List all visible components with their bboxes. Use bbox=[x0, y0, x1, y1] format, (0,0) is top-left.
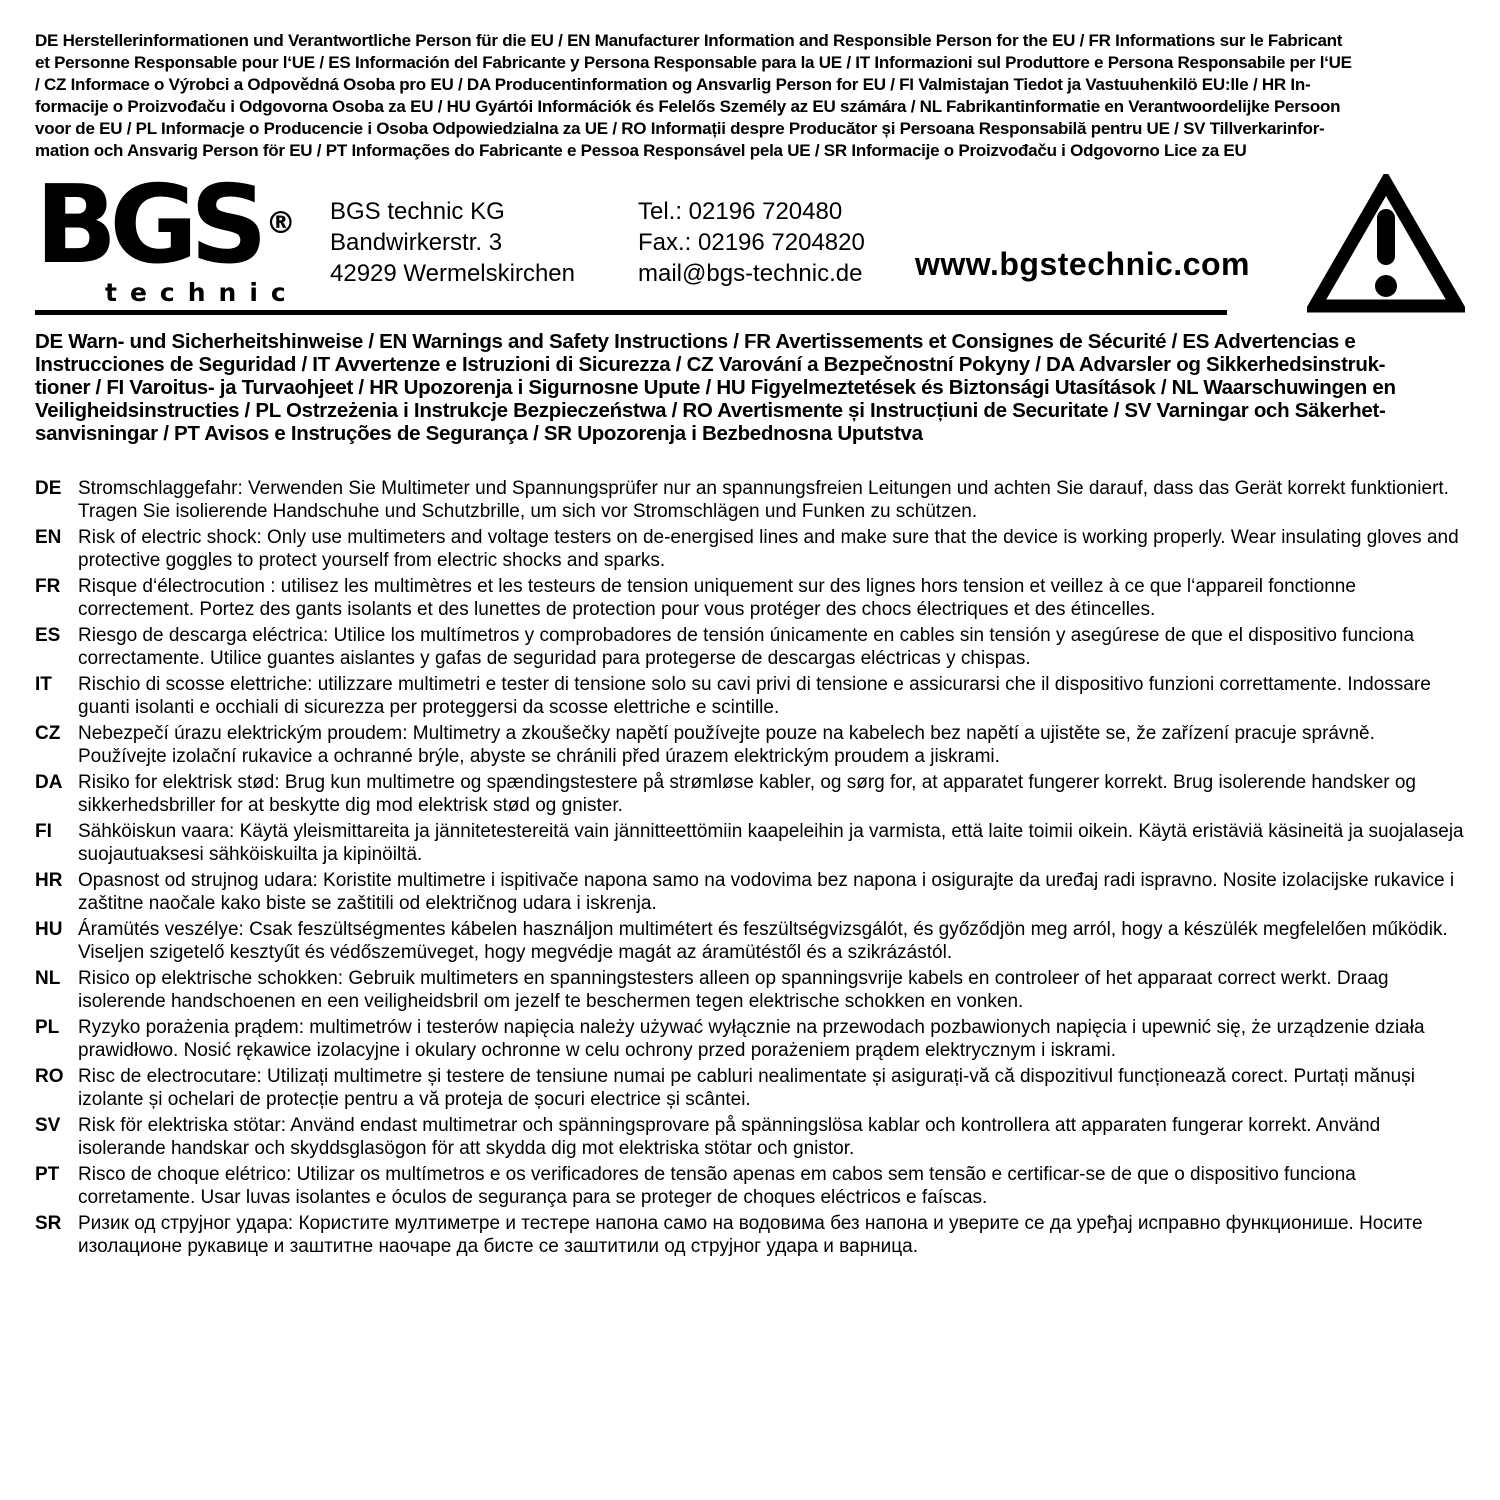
phone-text: Tel.: 02196 720480 bbox=[638, 198, 843, 225]
bgs-logo-wordmark: BGS ® bbox=[35, 163, 296, 288]
warning-entry bbox=[35, 624, 1465, 670]
warning-text: Riesgo de descarga eléctrica: Utilice los multímetros y comprobadores de tensión únicamente en cables sin tensión y asegúrese de que el dispositivo funciona correctamente. Utilice guantes aislantes y gafas de seguridad para protegerse de descargas eléctricas y chispas. bbox=[78, 625, 1415, 669]
warning-entry bbox=[35, 1114, 1465, 1160]
company-contact bbox=[638, 196, 865, 289]
language-code: SR bbox=[35, 1213, 62, 1234]
warning-entry bbox=[35, 967, 1465, 1013]
email-text: mail@bgs-technic.de bbox=[638, 260, 863, 287]
safety-header-line: Instrucciones de Seguridad / IT Avvertenze e Istruzioni di Sicurezza / CZ Varování a Bezpečnostní Pokyny / DA Advarsler og Sikkerhedsinstruk- bbox=[35, 353, 1386, 376]
language-code: ES bbox=[35, 625, 61, 646]
warning-text: Sähköiskun vaara: Käytä yleismittareita ja jännitetestereitä vain jännitteettömiin kaapeleihin ja varmista, että laite toimii oikein. Käytä eristäviä käsineitä ja suojalaseja suojautuaksesi sähköiskuilta ja kipinöiltä. bbox=[78, 821, 1464, 865]
warning-text: Rischio di scosse elettriche: utilizzare multimetri e tester di tensione solo su cavi privi di tensione e assicurarsi che il dispositivo funzioni correttamente. Indossare guanti isolanti e occhiali di sicurezza per proteggersi da scosse elettriche e scintille. bbox=[78, 674, 1431, 718]
language-code: PL bbox=[35, 1017, 60, 1038]
warning-entry bbox=[35, 820, 1465, 866]
registered-trademark-symbol: ® bbox=[265, 206, 296, 241]
warning-entry bbox=[35, 673, 1465, 719]
language-code: HR bbox=[35, 870, 63, 891]
warning-entry bbox=[35, 1065, 1465, 1111]
warning-entry bbox=[35, 575, 1465, 621]
manufacturer-header-line: / CZ Informace o Výrobci a Odpovědná Osoba pro EU / DA Producentinformation og Ansvarlig Person for EU / FI Valmistajan Tiedot ja Vastuuhenkilö EU:lle / HR In- bbox=[35, 75, 1311, 94]
company-header bbox=[35, 163, 1465, 322]
company-street: Bandwirkerstr. 3 bbox=[330, 229, 503, 256]
language-code: RO bbox=[35, 1066, 64, 1087]
language-code: DE bbox=[35, 478, 62, 499]
warning-text: Risk of electric shock: Only use multimeters and voltage testers on de-energised lines and make sure that the device is working properly. Wear insulating gloves and protective goggles to protect yourself from electric shocks and sparks. bbox=[78, 527, 1459, 571]
warning-entry bbox=[35, 918, 1465, 964]
warning-text: Risc de electrocutare: Utilizați multimetre și testere de tensiune numai pe cabluri nealimentate și asigurați-vă că dispozitivul funcționează corect. Purtați mănuși izolante și ochelari de protecție pentru a vă proteja de șocuri electrice și scântei. bbox=[78, 1066, 1415, 1110]
manufacturer-header-line: mation och Ansvarig Person för EU / PT Informações do Fabricante e Pessoa Responsável pela UE / SR Informacije o Proizvođaču i Odgovorno Lice za EU bbox=[35, 141, 1247, 160]
manufacturer-header-line: formacije o Proizvođaču i Odgovorna Osoba za EU / HU Gyártói Információk és Felelős Személy az EU számára / NL Fabrikantinformatie en Verantwoordelijke Persoon bbox=[35, 97, 1341, 116]
divider-line bbox=[35, 310, 1227, 315]
company-name: BGS technic KG bbox=[330, 198, 505, 225]
warning-entry bbox=[35, 1163, 1465, 1209]
bgs-logo bbox=[35, 163, 299, 307]
warning-text: Ризик од струјног удара: Користите мултиметре и тестере напона само на водовима без напона и уверите се да уређај исправно функционише. Носите изолационе рукавице и заштитне наочаре да бисте се заштитили од струјног удара и варница. bbox=[78, 1213, 1423, 1257]
warning-text: Nebezpečí úrazu elektrickým proudem: Multimetry a zkoušečky napětí používejte pouze na kabelech bez napětí a ujistěte se, že zařízení pracuje správně. Používejte izolační rukavice a ochranné brýle, abyste se chránili před úrazem elektrickým proudem a jiskrami. bbox=[78, 723, 1375, 767]
language-code: CZ bbox=[35, 723, 61, 744]
language-code: IT bbox=[35, 674, 52, 695]
warning-text: Risco de choque elétrico: Utilizar os multímetros e os verificadores de tensão apenas em cabos sem tensão e certificar-se de que o dispositivo funciona corretamente. Usar luvas isolantes e óculos de segurança para se proteger de choques eléctricos e faíscas. bbox=[78, 1164, 1356, 1208]
warning-text: Risque d‘électrocution : utilisez les multimètres et les testeurs de tension uniquement sur des lignes hors tension et veillez à ce que l‘appareil fonctionne correctement. Portez des gants isolants et des lunettes de protection pour vous protéger des chocs électriques et des étincelles. bbox=[78, 576, 1356, 620]
language-code: DA bbox=[35, 772, 63, 793]
manufacturer-header-line: voor de EU / PL Informacje o Producencie i Osoba Odpowiedzialna za UE / RO Informații despre Producător și Persoana Responsabilă pentru UE / SV Tillverkarinfor- bbox=[35, 119, 1325, 138]
company-city: 42929 Wermelskirchen bbox=[330, 260, 576, 287]
language-code: FR bbox=[35, 576, 61, 597]
warning-text: Áramütés veszélye: Csak feszültségmentes kábelen használjon multimétert és feszültségvizsgálót, és győződjön meg arról, hogy a készülék megfelelően működik. Viseljen szigetelő kesztyűt és védőszemüveget, hogy megvédje magát az áramütéstől és a szikrázástól. bbox=[78, 919, 1448, 963]
website-text: www.bgstechnic.com bbox=[915, 246, 1250, 282]
warning-text: Risiko for elektrisk stød: Brug kun multimetre og spændingstestere på strømløse kabler, og sørg for, at apparatet fungerer korrekt. Brug isolerende handsker og sikkerhedsbriller for at beskytte dig mod elektrisk stød og gnister. bbox=[78, 772, 1416, 816]
safety-header-line: sanvisningar / PT Avisos e Instruções de Segurança / SR Upozorenja i Bezbednosna Uputstva bbox=[35, 422, 923, 445]
language-code: SV bbox=[35, 1115, 61, 1136]
language-code: EN bbox=[35, 527, 62, 548]
warning-text: Risico op elektrische schokken: Gebruik multimeters en spanningstesters alleen op spanningsvrije kabels en controleer of het apparaat correct werkt. Draag isolerende handschoenen en een veiligheidsbril om jezelf te beschermen tegen elektrische schokken en vonken. bbox=[78, 968, 1389, 1012]
company-address bbox=[330, 196, 575, 289]
warning-text: Opasnost od strujnog udara: Koristite multimetre i ispitivače napona samo na vodovima bez napona i osigurajte da uređaj radi ispravno. Nosite izolacijske rukavice i zaštitne naočale kako biste se zaštitili od električnog udara i iskrenja. bbox=[78, 870, 1455, 914]
warning-text: Stromschlaggefahr: Verwenden Sie Multimeter und Spannungsprüfer nur an spannungsfreien Leitungen und achten Sie darauf, dass das Gerät korrekt funktioniert. Tragen Sie isolierende Handschuhe und Schutzbrille, um sich vor Stromschlägen und Funken zu schützen. bbox=[78, 478, 1449, 522]
warning-entry bbox=[35, 477, 1465, 523]
safety-header-line: DE Warn- und Sicherheitshinweise / EN Warnings and Safety Instructions / FR Avertissements et Consignes de Sécurité / ES Advertencias e bbox=[35, 330, 1356, 353]
manufacturer-header-line: DE Herstellerinformationen und Verantwortliche Person für die EU / EN Manufacturer Information and Responsible Person for the EU / FR Informations sur le Fabricant bbox=[35, 31, 1343, 50]
warning-entry bbox=[35, 1212, 1465, 1258]
warning-entry bbox=[35, 722, 1465, 768]
fax-text: Fax.: 02196 7204820 bbox=[638, 229, 865, 256]
language-code: NL bbox=[35, 968, 61, 989]
warnings-list bbox=[35, 477, 1465, 1258]
safety-header-line: tioner / FI Varoitus- ja Turvaohjeet / HR Upozorenja i Sigurnosne Upute / HU Figyelmeztetések és Biztonsági Utasítások / NL Waarschuwingen en bbox=[35, 376, 1396, 399]
language-code: HU bbox=[35, 919, 63, 940]
warning-entry bbox=[35, 1016, 1465, 1062]
warning-text: Ryzyko porażenia prądem: multimetrów i testerów napięcia należy używać wyłącznie na przewodach pozbawionych napięcia i upewnić się, że urządzenie działa prawidłowo. Nosić rękawice izolacyjne i okulary ochronne w celu ochrony przed porażeniem prądem elektrycznym i iskrami. bbox=[78, 1017, 1425, 1061]
manufacturer-header bbox=[35, 30, 1465, 162]
bgs-logo-subtext: technic bbox=[105, 278, 299, 307]
warning-entry bbox=[35, 869, 1465, 915]
language-code: FI bbox=[35, 821, 52, 842]
manufacturer-header-line: et Personne Responsable pour l‘UE / ES Información del Fabricante y Persona Responsable para la UE / IT Informazioni sul Produttore e Persona Responsabile per l‘UE bbox=[35, 53, 1352, 72]
safety-header bbox=[35, 330, 1465, 445]
warning-text: Risk för elektriska stötar: Använd endast multimetrar och spänningsprovare på spänningslösa kablar och kontrollera att apparaten fungerar korrekt. Använd isolerande handskar och skyddsglasögon för att skydda dig mot elektriska stötar och gnistor. bbox=[78, 1115, 1381, 1159]
language-code: PT bbox=[35, 1164, 60, 1185]
safety-header-line: Veiligheidsinstructies / PL Ostrzeżenia i Instrukcje Bezpieczeństwa / RO Avertismente și Instrucțiuni de Securitate / SV Varningar och Säkerhet- bbox=[35, 399, 1386, 422]
warning-entry bbox=[35, 526, 1465, 572]
warning-entry bbox=[35, 771, 1465, 817]
warning-triangle-icon bbox=[1307, 174, 1465, 314]
